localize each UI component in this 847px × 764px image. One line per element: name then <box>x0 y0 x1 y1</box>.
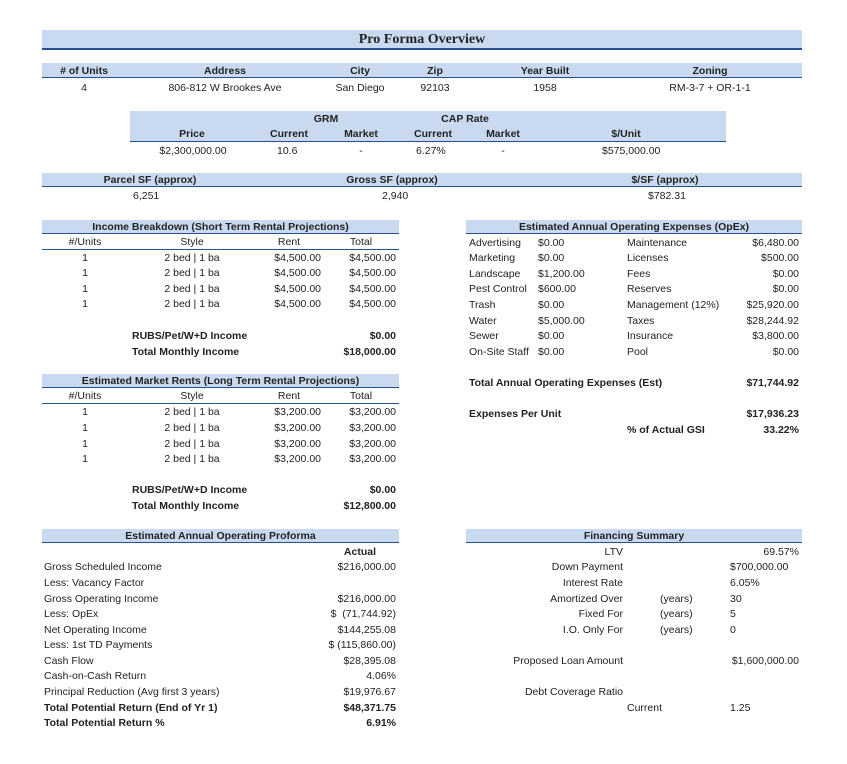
market-row-rent: $3,200.00 <box>274 422 321 434</box>
market-row-style: 2 bed | 1 ba <box>164 438 220 450</box>
income-rubs-label: RUBS/Pet/W+D Income <box>132 330 248 342</box>
market-title: Estimated Market Rents (Long Term Rental Projections) <box>81 375 360 387</box>
cap-market-header: Market <box>486 128 520 140</box>
price-per-sf-header: $/SF (approx) <box>631 174 699 186</box>
market-row-units: 1 <box>82 422 88 434</box>
income-col-units: #/Units <box>68 236 102 248</box>
proforma-row-label: Total Potential Return (End of Yr 1) <box>44 702 218 714</box>
opex-item-value: $0.00 <box>772 283 799 295</box>
income-row-units: 1 <box>82 298 88 310</box>
proforma-actual-header: Actual <box>343 546 376 558</box>
opex-item-value: $0.00 <box>538 299 565 311</box>
grm-current-value: 10.6 <box>277 145 298 157</box>
income-row-style: 2 bed | 1 ba <box>164 298 220 310</box>
io-only-unit: (years) <box>660 624 693 636</box>
market-row-total: $3,200.00 <box>349 438 396 450</box>
market-row-style: 2 bed | 1 ba <box>164 406 220 418</box>
market-col-rent: Rent <box>277 390 301 402</box>
income-row-units: 1 <box>82 283 88 295</box>
proforma-row-value: $48,371.75 <box>343 702 396 714</box>
io-only-label: I.O. Only For <box>562 624 623 636</box>
price-value: $2,300,000.00 <box>159 145 227 157</box>
cap-current-header: Current <box>414 128 452 140</box>
grm-header: GRM <box>313 113 339 125</box>
opex-item-label: Pool <box>627 346 649 358</box>
opex-item-label: Taxes <box>627 315 655 327</box>
fixed-for-unit: (years) <box>660 608 693 620</box>
proforma-row-label: Less: OpEx <box>44 608 99 620</box>
income-divider <box>42 249 399 250</box>
opex-item-value: $0.00 <box>772 346 799 358</box>
address-header: Address <box>203 65 246 77</box>
market-row-total: $3,200.00 <box>349 406 396 418</box>
income-row-total: $4,500.00 <box>349 298 396 310</box>
opex-item-label: Trash <box>469 299 496 311</box>
market-col-total: Total <box>349 390 373 402</box>
opex-item-label: Licenses <box>627 252 669 264</box>
opex-item-value: $28,244.92 <box>746 315 799 327</box>
proforma-row-label: Cash Flow <box>44 655 94 667</box>
zoning-header: Zoning <box>692 65 728 77</box>
proforma-row-value: $19,976.67 <box>343 686 396 698</box>
income-row-rent: $4,500.00 <box>274 298 321 310</box>
opex-total-label: Total Annual Operating Expenses (Est) <box>469 377 663 389</box>
proforma-row-label: Principal Reduction (Avg first 3 years) <box>44 686 220 698</box>
ltv-value: 69.57% <box>763 546 799 558</box>
opex-item-label: Marketing <box>469 252 516 264</box>
income-title: Income Breakdown (Short Term Rental Projections) <box>92 221 349 233</box>
interest-rate-label: Interest Rate <box>562 577 623 589</box>
gross-sf-header: Gross SF (approx) <box>346 174 438 186</box>
proforma-row-label: Gross Operating Income <box>44 593 159 605</box>
income-total-value: $18,000.00 <box>343 346 396 358</box>
address-value: 806-812 W Brookes Ave <box>168 82 282 94</box>
down-payment-label: Down Payment <box>551 561 623 573</box>
per-unit-header: $/Unit <box>611 128 641 140</box>
price-per-sf-value: $782.31 <box>648 190 686 202</box>
income-total-label: Total Monthly Income <box>132 346 240 358</box>
proforma-row-value: $ (115,860.00) <box>328 639 396 651</box>
income-row-style: 2 bed | 1 ba <box>164 283 220 295</box>
proforma-row-label: Net Operating Income <box>44 624 147 636</box>
cap-rate-header: CAP Rate <box>441 113 489 125</box>
income-row-total: $4,500.00 <box>349 283 396 295</box>
parcel-sf-value: 6,251 <box>133 190 160 202</box>
proforma-row-label: Total Potential Return % <box>44 717 165 729</box>
opex-item-label: Water <box>469 315 497 327</box>
income-col-total: Total <box>349 236 373 248</box>
market-row-units: 1 <box>82 453 88 465</box>
gross-sf-value: 2,940 <box>382 190 409 202</box>
opex-gsi-label: % of Actual GSI <box>627 424 705 436</box>
income-col-rent: Rent <box>277 236 301 248</box>
income-row-units: 1 <box>82 267 88 279</box>
opex-item-label: Advertising <box>469 237 521 249</box>
io-only-value: 0 <box>730 624 736 636</box>
grm-current-header: Current <box>270 128 308 140</box>
zip-value: 92103 <box>420 82 450 94</box>
units-value: 4 <box>81 82 87 94</box>
opex-item-value: $3,800.00 <box>752 330 799 342</box>
zip-header: Zip <box>427 65 443 77</box>
market-row-total: $3,200.00 <box>349 453 396 465</box>
market-row-units: 1 <box>82 438 88 450</box>
units-header: # of Units <box>60 65 108 77</box>
proforma-row-label: Gross Scheduled Income <box>44 561 162 573</box>
proforma-row-value: $144,255.08 <box>337 624 396 636</box>
income-rubs-value: $0.00 <box>369 330 396 342</box>
income-row-units: 1 <box>82 252 88 264</box>
opex-item-value: $1,200.00 <box>538 268 585 280</box>
income-row-rent: $4,500.00 <box>274 252 321 264</box>
per-unit-value: $575,000.00 <box>602 145 661 157</box>
year-built-header: Year Built <box>520 65 570 77</box>
year-built-value: 1958 <box>533 82 557 94</box>
zoning-value: RM-3-7 + OR-1-1 <box>669 82 751 94</box>
opex-item-label: Pest Control <box>469 283 527 295</box>
amortized-value: 30 <box>730 593 742 605</box>
opex-item-value: $0.00 <box>538 237 565 249</box>
opex-item-label: Landscape <box>469 268 521 280</box>
page-title: Pro Forma Overview <box>358 32 486 47</box>
opex-gsi-value: 33.22% <box>763 424 799 436</box>
amortized-unit: (years) <box>660 593 693 605</box>
income-row-total: $4,500.00 <box>349 252 396 264</box>
market-col-units: #/Units <box>68 390 102 402</box>
opex-item-value: $25,920.00 <box>746 299 799 311</box>
opex-item-label: Reserves <box>627 283 672 295</box>
ltv-label: LTV <box>604 546 623 558</box>
opex-title: Estimated Annual Operating Expenses (OpEx) <box>518 221 750 233</box>
income-row-total: $4,500.00 <box>349 267 396 279</box>
market-total-label: Total Monthly Income <box>132 500 240 512</box>
opex-item-label: Management (12%) <box>627 299 720 311</box>
income-row-style: 2 bed | 1 ba <box>164 267 220 279</box>
opex-item-value: $500.00 <box>761 252 799 264</box>
grm-market-header: Market <box>344 128 378 140</box>
opex-item-value: $0.00 <box>772 268 799 280</box>
dcr-label: Debt Coverage Ratio <box>524 686 623 698</box>
price-header: Price <box>179 128 205 140</box>
proforma-row-value: $216,000.00 <box>337 561 396 573</box>
opex-item-label: Maintenance <box>627 237 688 249</box>
city-header: City <box>350 65 370 77</box>
interest-rate-value: 6.05% <box>730 577 760 589</box>
amortized-label: Amortized Over <box>550 593 623 605</box>
loan-amount-label: Proposed Loan Amount <box>513 655 623 667</box>
cap-market-value: - <box>501 145 505 157</box>
opex-item-value: $0.00 <box>538 346 565 358</box>
income-col-style: Style <box>180 236 204 248</box>
market-row-units: 1 <box>82 406 88 418</box>
loan-amount-value: $1,600,000.00 <box>731 655 799 667</box>
fixed-for-label: Fixed For <box>578 608 623 620</box>
proforma-row-label: Less: 1st TD Payments <box>44 639 153 651</box>
market-rubs-value: $0.00 <box>369 484 396 496</box>
proforma-title: Estimated Annual Operating Proforma <box>125 530 316 542</box>
opex-item-label: On-Site Staff <box>469 346 529 358</box>
dcr-current-label: Current <box>627 702 663 714</box>
market-rubs-label: RUBS/Pet/W+D Income <box>132 484 248 496</box>
opex-item-value: $6,480.00 <box>752 237 799 249</box>
market-divider <box>42 403 399 404</box>
proforma-row-value: $28,395.08 <box>343 655 396 667</box>
opex-item-value: $5,000.00 <box>538 315 585 327</box>
opex-item-value: $0.00 <box>538 330 565 342</box>
income-row-rent: $4,500.00 <box>274 283 321 295</box>
cap-current-value: 6.27% <box>416 145 446 157</box>
opex-per-unit-label: Expenses Per Unit <box>469 408 562 420</box>
market-row-rent: $3,200.00 <box>274 453 321 465</box>
proforma-row-value: 6.91% <box>366 717 396 729</box>
fixed-for-value: 5 <box>730 608 736 620</box>
proforma-row-value: $ (71,744.92) <box>330 608 396 620</box>
opex-item-label: Insurance <box>627 330 674 342</box>
income-row-style: 2 bed | 1 ba <box>164 252 220 264</box>
proforma-row-label: Cash-on-Cash Return <box>44 670 147 682</box>
opex-item-label: Sewer <box>469 330 499 342</box>
city-value: San Diego <box>335 82 385 94</box>
market-col-style: Style <box>180 390 204 402</box>
dcr-value: 1.25 <box>730 702 751 714</box>
financing-title: Financing Summary <box>583 530 685 542</box>
opex-per-unit-value: $17,936.23 <box>746 408 799 420</box>
market-row-style: 2 bed | 1 ba <box>164 453 220 465</box>
parcel-sf-header: Parcel SF (approx) <box>103 174 197 186</box>
opex-item-label: Fees <box>627 268 651 280</box>
grm-market-value: - <box>359 145 363 157</box>
opex-item-value: $600.00 <box>538 283 576 295</box>
proforma-row-value: $216,000.00 <box>337 593 396 605</box>
market-row-rent: $3,200.00 <box>274 438 321 450</box>
market-row-style: 2 bed | 1 ba <box>164 422 220 434</box>
market-row-rent: $3,200.00 <box>274 406 321 418</box>
proforma-row-label: Less: Vacancy Factor <box>44 577 145 589</box>
down-payment-value: $700,000.00 <box>730 561 789 573</box>
market-total-value: $12,800.00 <box>343 500 396 512</box>
income-row-rent: $4,500.00 <box>274 267 321 279</box>
market-row-total: $3,200.00 <box>349 422 396 434</box>
opex-item-value: $0.00 <box>538 252 565 264</box>
proforma-row-value: 4.06% <box>366 670 396 682</box>
opex-total-value: $71,744.92 <box>746 377 799 389</box>
